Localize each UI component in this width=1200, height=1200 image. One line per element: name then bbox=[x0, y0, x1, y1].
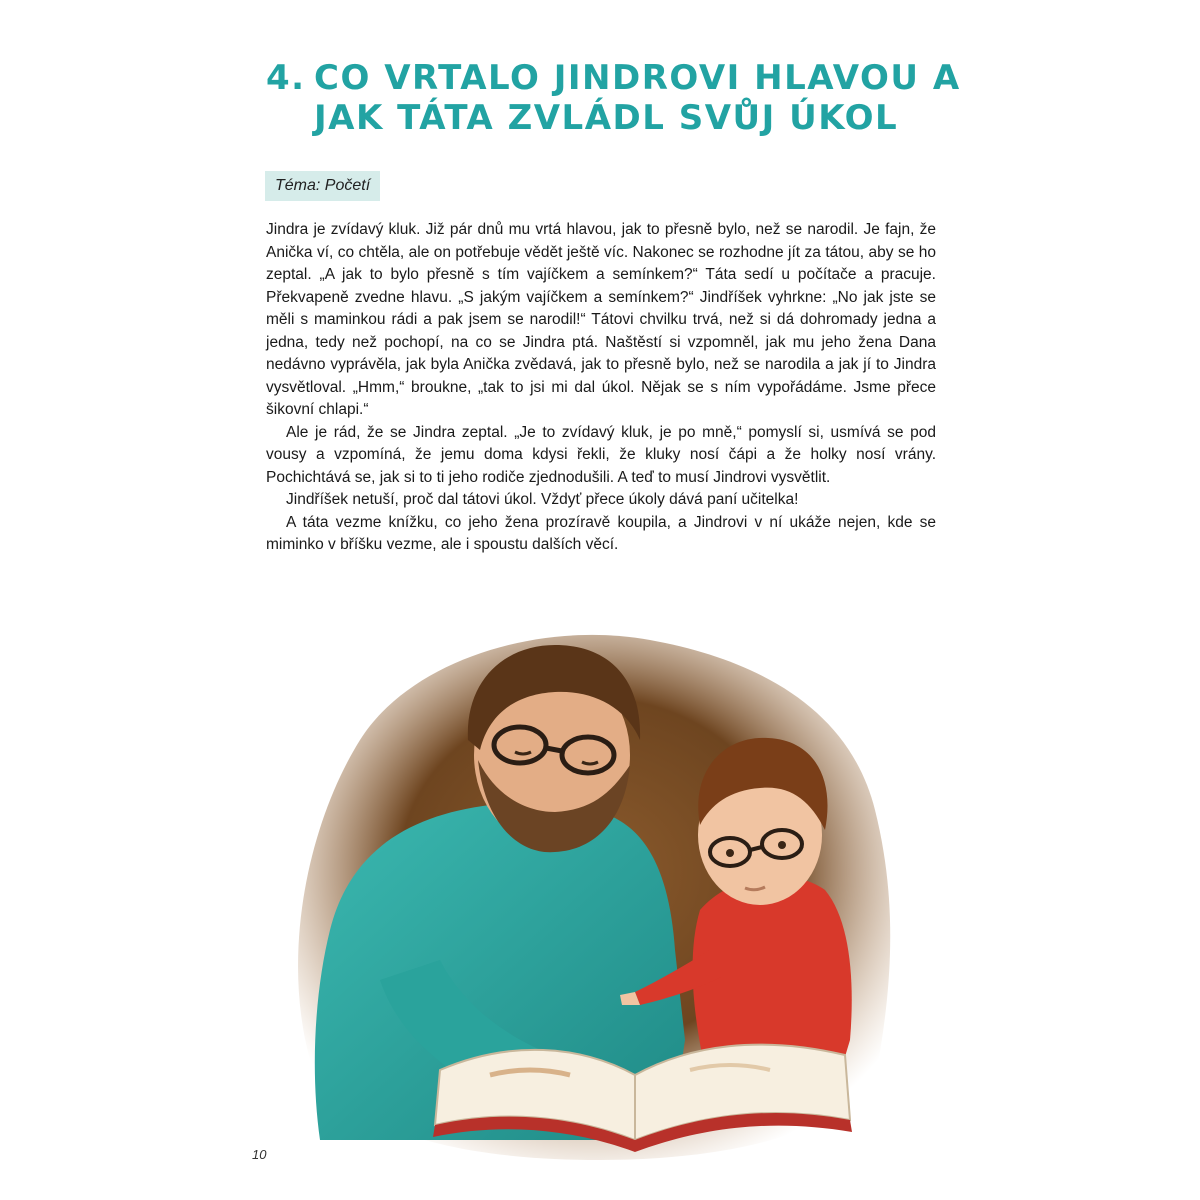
chapter-title: CO VRTALO JINDROVI HLAVOU A JAK TÁTA ZVLÁDL SVŮJ ÚKOL bbox=[314, 58, 961, 138]
paragraph: Jindra je zvídavý kluk. Již pár dnů mu vrtá hlavou, jak to přesně bylo, než se narodil. Je fajn, že Anička ví, co chtěla, ale on potřebuje vědět ještě víc. Nakonec se rozhodne jít za tátou, aby se ho zeptal. „A jak to bylo přesně s tím vajíčkem a semínkem?“ Táta sedí u počítače a pracuje. Překvapeně zvedne hlavu. „S jakým vajíčkem a semínkem?“ Jindříšek vyhrkne: „No jak jste se měli s maminkou rádi a pak jsem se narodil!“ Tátovi chvilku trvá, než si dá dohromady jedna a jedna, tedy než pochopí, na co se Jindra ptá. Naštěstí si vzpomněl, jak mu jeho žena Dana nedávno vyprávěla, jak byla Anička zvědavá, jak to přesně bylo, než se narodila a jak jí to Jindra vysvětloval. „Hmm,“ broukne, „tak to jsi mi dal úkol. Nějak se s ním vypořádáme. Jsme přece šikovní chlapi.“ bbox=[266, 221, 936, 418]
paragraph: Jindříšek netuší, proč dal tátovi úkol. Vždyť přece úkoly dává paní učitelka! bbox=[286, 491, 799, 508]
story-text bbox=[266, 219, 936, 557]
paragraph: A táta vezme knížku, co jeho žena prozíravě koupila, a Jindrovi v ní ukáže nejen, kde se miminko v bříšku vezme, ale i spoustu dalších věcí. bbox=[266, 513, 936, 553]
father-son-reading-illustration bbox=[290, 620, 910, 1165]
theme-label: Téma: Početí bbox=[265, 171, 380, 201]
paragraph: Ale je rád, že se Jindra zeptal. „Je to zvídavý kluk, je po mně,“ pomyslí si, usmívá se pod vousy a vzpomíná, že jemu doma kdysi řekli, že kluky nosí čápi a že holky nosí vrány. Pochichtává se, jak si to ti jeho rodiče zjednodušili. A teď to musí Jindrovi vysvětlit. bbox=[266, 423, 936, 486]
page-number: 10 bbox=[252, 1147, 267, 1162]
chapter-number: 4. bbox=[266, 58, 306, 98]
